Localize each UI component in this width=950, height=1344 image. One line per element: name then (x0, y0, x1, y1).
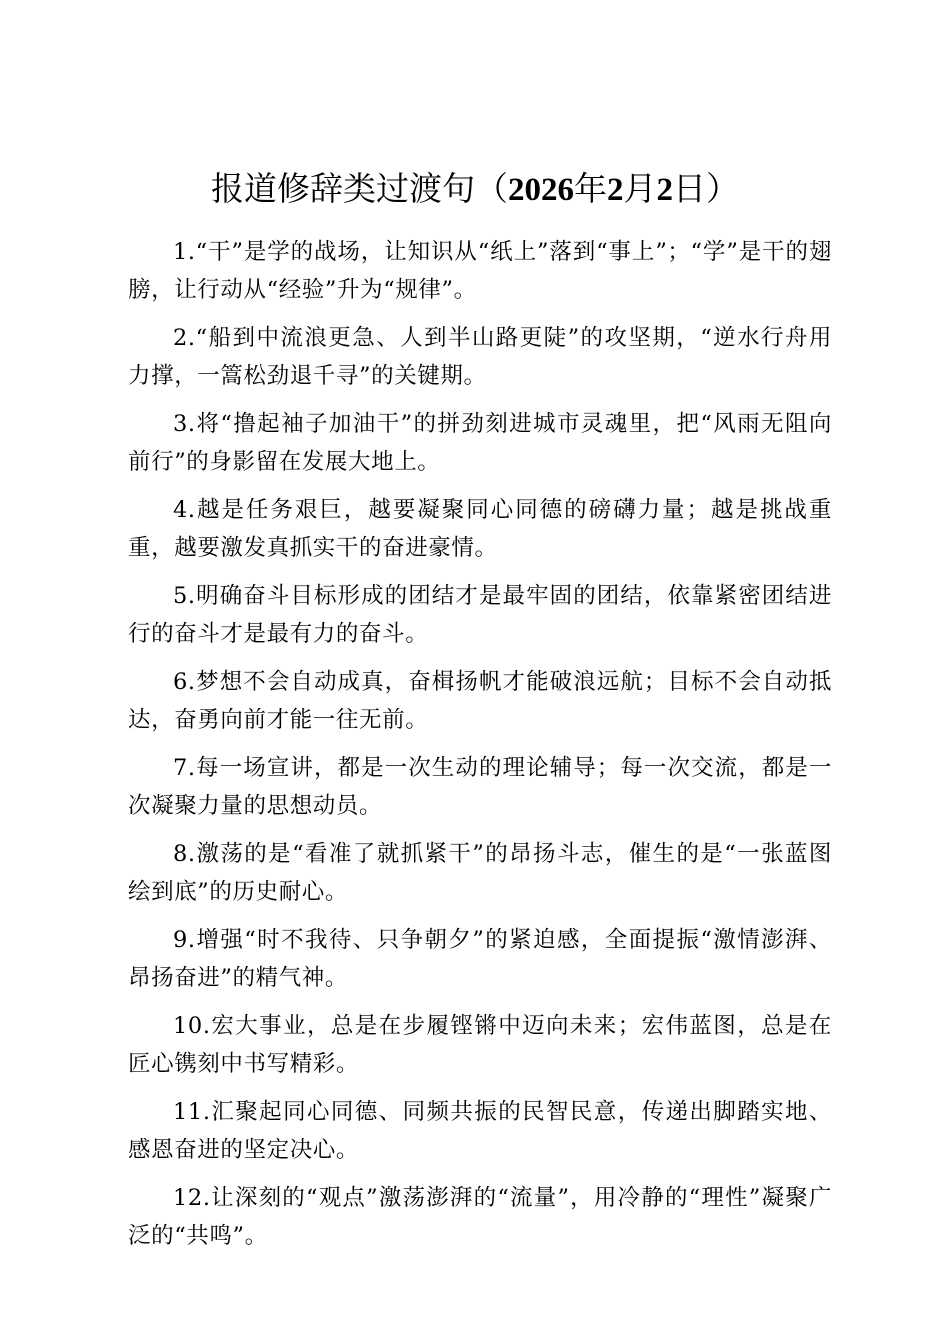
paragraph-11: 11.汇聚起同心同德、同频共振的民智民意，传递出脚踏实地、感恩奋进的坚定决心。 (128, 1099, 832, 1163)
paragraph-6: 6.梦想不会自动成真，奋楫扬帆才能破浪远航；目标不会自动抵达，奋勇向前才能一往无前。 (128, 669, 832, 733)
paragraph-4: 4.越是任务艰巨，越要凝聚同心同德的磅礴力量；越是挑战重重，越要激发真抓实干的奋进豪情。 (128, 497, 832, 561)
paragraph-1: 1.“干”是学的战场，让知识从“纸上”落到“事上”；“学”是干的翅膀，让行动从“经验”升为“规律”。 (128, 239, 832, 303)
paragraph-12: 12.让深刻的“观点”激荡澎湃的“流量”，用冷静的“理性”凝聚广泛的“共鸣”。 (128, 1185, 832, 1249)
title-day-unit: 日） (673, 172, 739, 208)
title-month: 2 (607, 172, 624, 208)
title-year: 2026 (508, 172, 574, 208)
paragraph-7: 7.每一场宣讲，都是一次生动的理论辅导；每一次交流，都是一次凝聚力量的思想动员。 (128, 755, 832, 819)
paragraph-2: 2.“船到中流浪更急、人到半山路更陡”的攻坚期，“逆水行舟用力撑，一篙松劲退千寻”的关键期。 (128, 325, 832, 389)
paragraph-10: 10.宏大事业，总是在步履铿锵中迈向未来；宏伟蓝图，总是在匠心镌刻中书写精彩。 (128, 1013, 832, 1077)
title-month-unit: 月 (623, 172, 657, 208)
title-prefix: 报道修辞类过渡句（ (211, 172, 508, 208)
paragraph-3: 3.将“撸起袖子加油干”的拼劲刻进城市灵魂里，把“风雨无阻向前行”的身影留在发展大地上。 (128, 411, 832, 475)
paragraph-5: 5.明确奋斗目标形成的团结才是最牢固的团结，依靠紧密团结进行的奋斗才是最有力的奋斗。 (128, 583, 832, 647)
title-day: 2 (656, 172, 673, 208)
paragraph-9: 9.增强“时不我待、只争朝夕”的紧迫感，全面提振“激情澎湃、昂扬奋进”的精气神。 (128, 927, 832, 991)
title-year-unit: 年 (574, 172, 607, 208)
document-body (128, 233, 832, 1265)
page-title (0, 168, 950, 212)
paragraph-8: 8.激荡的是“看准了就抓紧干”的昂扬斗志，催生的是“一张蓝图绘到底”的历史耐心。 (128, 841, 832, 905)
